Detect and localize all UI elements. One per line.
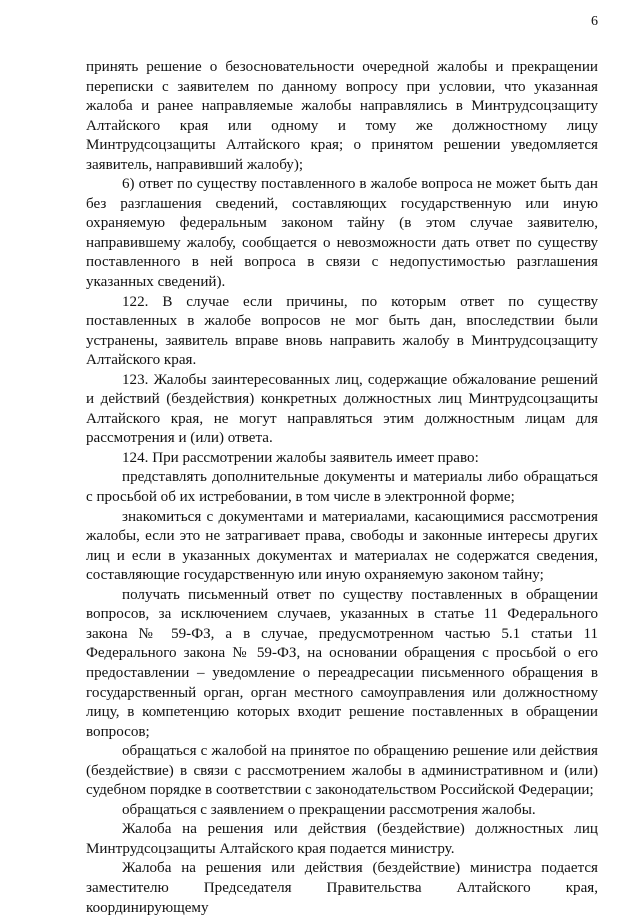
page-number: 6: [591, 14, 598, 29]
paragraph-complaint-to-minister: Жалоба на решения или действия (бездействие) должностных лиц Минтрудсоцзащиты Алтайского края подается министру.: [86, 821, 598, 857]
paragraph-122: 122. В случае если причины, по которым ответ по существу поставленных в жалобе вопросов не мог быть дан, впоследствии были устранены, заявитель вправе вновь направить жалобу в Минтрудсоцзащиту Алтайского края.: [86, 293, 598, 369]
right-review-materials: знакомиться с документами и материалами, касающимися рассмотрения жалобы, если это не затрагивает права, свободы и законные интересы других лиц и если в указанных документах и материалах не содержатся сведения, составляющие государственную или иную охраняемую законом тайну;: [86, 508, 598, 584]
right-withdraw-complaint: обращаться с заявлением о прекращении рассмотрения жалобы.: [122, 801, 536, 818]
paragraph-complaint-about-minister: Жалоба на решения или действия (бездействие) министра подается заместителю Председателя Правительства Алтайского края, координирующему: [86, 860, 598, 916]
paragraph-item-6: 6) ответ по существу поставленного в жалобе вопроса не может быть дан без разглашения сведений, составляющих государственную или иную охраняемую федеральным законом тайну (в этом случае заявителю, направившему жалобу, сообщается о невозможности дать ответ по существу поставленного в ней вопроса в связи с недопустимостью разглашения указанных сведений).: [86, 176, 598, 291]
right-appeal-decision: обращаться с жалобой на принятое по обращению решение или действия (бездействие) в связи с рассмотрением жалобы в административном и (или) судебном порядке в соответствии с законодательством Российской Федерации;: [86, 743, 598, 799]
right-submit-documents: представлять дополнительные документы и материалы либо обращаться с просьбой об их истребовании, в том числе в электронной форме;: [86, 469, 598, 506]
document-body: [86, 58, 598, 918]
right-receive-answer: получать письменный ответ по существу поставленных в обращении вопросов, за исключением случаев, указанных в статье 11 Федерального закона № 59-ФЗ, а в случае, предусмотренном частью 5.1 статьи 11 Федерального закона № 59-ФЗ, на основании обращения с просьбой о его предоставлении – уведомление о переадресации письменного обращения в государственный орган, орган местного самоуправления или должностному лицу, в компетенцию которых входит решение поставленных в обращении вопросов;: [86, 586, 598, 740]
paragraph-123: 123. Жалобы заинтересованных лиц, содержащие обжалование решений и действий (бездействия) конкретных должностных лиц Минтрудсоцзащиты Алтайского края, не могут направляться этим должностным лицам для рассмотрения и (или) ответа.: [86, 371, 598, 447]
paragraph-continuation: принять решение о безосновательности очередной жалобы и прекращении переписки с заявителем по данному вопросу при условии, что указанная жалоба и ранее направляемые жалобы направлялись в Минтрудсоцзащиту Алтайского края или одному и тому же должностному лицу Минтрудсоцзащиты Алтайского края; о принятом решении уведомляется заявитель, направивший жалобу);: [86, 59, 598, 173]
paragraph-124: 124. При рассмотрении жалобы заявитель имеет право:: [122, 449, 479, 466]
